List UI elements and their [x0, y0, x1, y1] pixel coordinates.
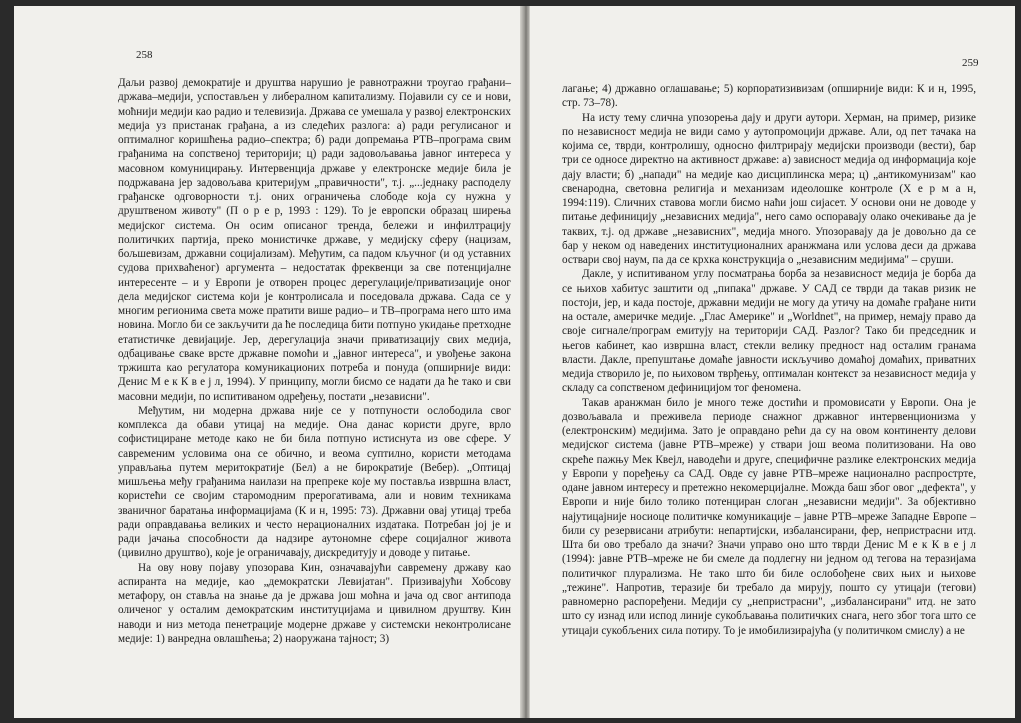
body-text: [562, 82, 976, 638]
paragraph: На исту тему слична упозорења дају и други аутори. Херман, на пример, ризике по независност медија не види само у аутопромоцији државе. Али, од пет тачака на којима се, тврди, контролишу, односно филтрирају медијски производи (вести), бар три се односе директно на активност државе: а) зависност медија од информација које дају власти; б) „напади" на медије као дисциплинска мера; ц) „антикомунизам" као свенародна, световна религија и механизам идеолошке контроле (Х е р м а н, 1994:119). Сличних ставова могли бисмо наћи још сијасет. У основи они не доводе у питање дефиницију „независних медија", него само оспоравају олако очекивање да је таквих, т.ј. од државе „независних", медија много. Упозоравају да је довољно да се бар у неком од наведених институционалних аранжмана или услова деси да држава оствари свој наум, па да се крхка конструкција о „независним медијима" – сруши.: [562, 111, 976, 266]
left-page: [14, 6, 522, 718]
page-number: 258: [136, 49, 153, 61]
paragraph: Дакле, у испитиваном углу посматрања борба за независност медија је борба да се њихов хабитус заштити од „пипака" државе. У САД се тврди да такав ризик не постоји, јер, и када постоје, државни медији не могу да утичу на домаће грађане нити на остале, америчке медије. „Глас Америке" и „Worldnet", на пример, немају право да своје сигнале/програм емитују на територији САД. Разлог? Тако би председник и његов кабинет, као извршна власт, стекли велику предност над осталим гранама власти. Дакле, препуштање домаће јавности искључиво домаћој домаћих, приватних медија створило је, по њиховом тврђењу, оптималан контекст за независност медија у складу са сопственом дефиницијом тог феномена.: [562, 268, 976, 395]
page-number: 259: [962, 57, 979, 69]
body-text: [118, 76, 511, 646]
paragraph: На ову нову појаву упозорава Кин, означавајући савремену државу као аспиранта на медије, као „демократски Левијатан". Призивајући Хобсову метафору, он ставља на знање да је држава још моћна и јача од свог антипода оличеног у осталим демократским институцијама и цивилном друштву. Кин наводи и низ метода пенетрације модерне државе у системски неконтролисане медије: 1) ванредна овлашћења; 2) наоружана тајност; 3): [118, 561, 511, 645]
paragraph: Даљи развој демократије и друштва нарушио је равнотражни троугао грађани–држава–медији, успостављен у либералном капитализму. Појавили су се и нови, моћнији медији као радио и телевизија. Држава се умешала у развој електронских медија уз пристанак грађана, а из следећих разлога: а) ради регулисаног и оптималног коришћења радио–спектра; б) ради допремања РТВ–програма свим грађанима на сопственој територији; ц) ради задовољавања јавног интереса у масовном комуницирању. Интервенција државе у електронске медије била је подржавана јер задовољава критеријум „правичности", т.ј. „...једнаку расподелу грађанске одговорности т.ј. оних ограничења слободе која су нужна у друштвеном животу" (П о р е р, 1993 : 129). То је европски образац ширења медијског система. Он осим описаног тренда, бележи и инфилтрацију политичких партија, преко монистичке државе, у медијску сферу (нацизам, бољшевизам, државни социјализам). Међутим, са падом кључног (и од уставних судова прихваћеног) аргумента – недостатак фреквенци за све потенцијалне интересенте – и у Европи је отворен процес дерегулације/приватизације оног дела медијског система који је контролисала и поседовала држава. Сада се у многим регионима света може пратити више радио– и ТВ–програма него што има новина. Могло би се закључити да ће последица бити потпуно укидање претходне етатистичке девијације. Јер, дерегулација значи приватизацију свих медија, одбацивање сваке врсте државне помоћи и „јавног интереса", и увођење закона тржишта као регулатора комуникационих потреба и понуда (опширније види: Денис М е к К в е ј л, 1994). У принципу, могли бисмо се надати да ће тако и сви масовни медији, по испитиваном одређењу, постати „независни".: [118, 77, 511, 403]
paragraph: Међутим, ни модерна држава није се у потпуности ослободила свог комплекса да обави утицај на медије. Она данас користи друге, врло софистициране методе како не би била потпуно истиснута из ове сфере. У савременим условима она се обично, и веома суптилно, користи методама управљања путем меритократије (Бел) а не бирократије (Вебер). „Оптицај мишљења међу грађанима наилази на препреке које му поставља извршна власт, користећи се својим старомодним прерогативама, али и новим техникама званичног баратања информацијама (К и н, 1995: 73). Државни овај утицај треба ради оправдавања великих и често нерационалних издатака. Потребан јој је и ради јачања способности да надзире аутономне сфере социјалног живота (цивилно друштво), које је ограничавају, дискредитују и доводе у питање.: [118, 404, 511, 560]
right-page: [529, 6, 1015, 718]
paragraph: Такав аранжман било је много теже достићи и промовисати у Европи. Она је дозвољавала и преживела периоде снажног државног интервенционизма у (електронским) медијима. Зато је оправдано рећи да су на овом континенту делови медијског система (јавне РТВ–мреже) у ствари још веома политизовани. На ово скреће пажњу Мек Квејл, наводећи и друге, специфичне разлике електронских медија у Европи у поређењу са САД. Овде су јавне РТВ–мреже национално распрострте, одане јавном интересу и претежно некомерцијалне. Можда баш због овог „дефекта", у Европи и није било толико потенциран слоган „независни медији". За објективно најутицајније носиоце политичке комуникације – јавне РТВ–мреже Западне Европе – били су резервисани атрибути: непартијски, избалансирани, фер, непристрасни итд. Шта би ово требало да значи? Значи управо оно што тврди Денис М е к К в е ј л (1994): јавне РТВ–мреже не би смеле да подлегну ни једном од тегова на теразијама политичког плурализма. Не тако што би биле ослобођене свих њих и њихове „тежине". Напротив, теразије би требало да мирују, пошто су утицаји (тегови) равномерно распоређени. Медији су „непристрасни", „избалансирани" итд. не зато што су изнад или испод линије сукобљавања политичких снага, него због тога што се утицаји сукобљених сила потиру. То је имобилизирајућа (у политичком смислу) а не: [562, 396, 976, 637]
paragraph: лагање; 4) државно оглашавање; 5) корпоратизивизам (опширније види: К и н, 1995, стр. 73–78).: [562, 83, 976, 110]
